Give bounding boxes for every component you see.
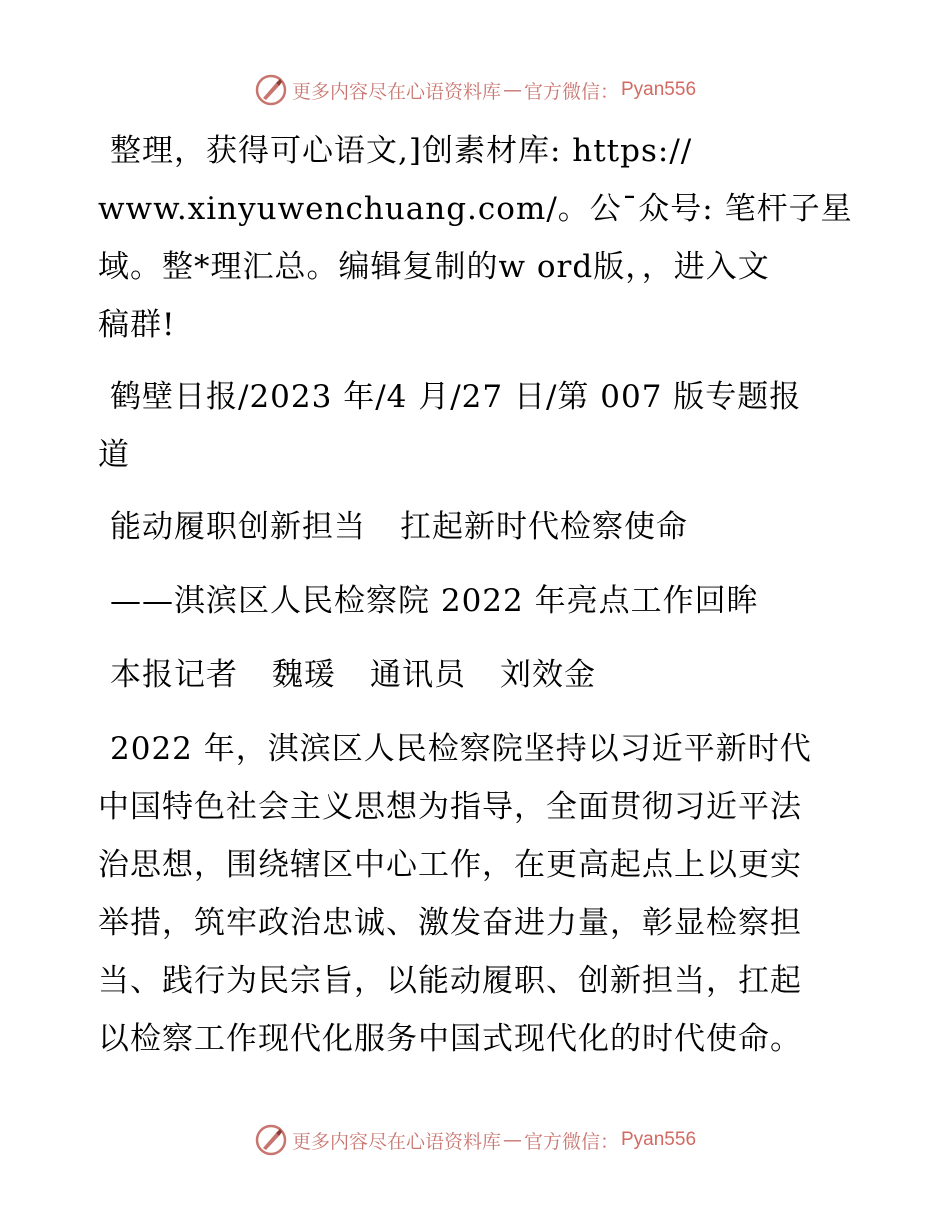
banner-text: 更多内容尽在心语资料库	[291, 1130, 501, 1153]
headline-part1: 能动履职创新担当	[110, 509, 366, 545]
banner-suffix: 官方微信：	[523, 80, 619, 103]
byline-name2: 刘效金	[500, 657, 596, 693]
body-line: 举措，筑牢政治忠诚、激发奋进力量，彰显检察担	[98, 905, 802, 941]
banner-handle: Pyan556	[621, 79, 697, 100]
source-paragraph	[98, 368, 858, 484]
byline-name1: 魏瑗	[272, 657, 336, 693]
pen-circle-logo-icon	[254, 1123, 288, 1157]
intro-line: 整理，获得可心语文,]创素材库: https://	[110, 133, 693, 169]
byline-role2: 通讯员	[370, 657, 466, 693]
body-paragraph	[98, 720, 858, 1068]
banner-dash: —	[502, 1129, 522, 1151]
intro-line: www.xinyuwenchuang.com/。公¯众号: 笔杆子星	[98, 191, 853, 227]
body-line: 当、践行为民宗旨，以能动履职、创新担当，扛起	[98, 963, 802, 999]
header-watermark	[0, 70, 950, 110]
byline-role1: 本报记者	[110, 657, 238, 693]
intro-line: 稿群!	[98, 307, 176, 343]
body-line: 中国特色社会主义思想为指导，全面贯彻习近平法	[98, 789, 802, 825]
banner-handle: Pyan556	[621, 1129, 697, 1150]
footer-watermark	[0, 1120, 950, 1160]
intro-paragraph	[98, 122, 858, 354]
pen-circle-logo-icon	[254, 73, 288, 107]
subtitle: ——淇滨区人民检察院 2022 年亮点工作回眸	[110, 583, 759, 619]
headline	[110, 498, 858, 556]
body-line: 2022 年，淇滨区人民检察院坚持以习近平新时代	[110, 731, 812, 767]
headline-part2: 扛起新时代检察使命	[400, 509, 688, 545]
document-body	[98, 122, 858, 1082]
source-line: 道	[98, 437, 130, 473]
banner-text: 更多内容尽在心语资料库	[291, 80, 501, 103]
banner-suffix: 官方微信：	[523, 1130, 619, 1153]
body-line: 以检察工作现代化服务中国式现代化的时代使命。	[98, 1021, 802, 1057]
body-line: 治思想，围绕辖区中心工作，在更高起点上以更实	[98, 847, 802, 883]
byline	[110, 646, 858, 704]
intro-line: 域。整*理汇总。编辑复制的w ord版，，进入文	[98, 249, 770, 285]
banner-dash: —	[502, 79, 522, 101]
source-line: 鹤壁日报/2023 年/4 月/27 日/第 007 版专题报	[110, 379, 802, 415]
